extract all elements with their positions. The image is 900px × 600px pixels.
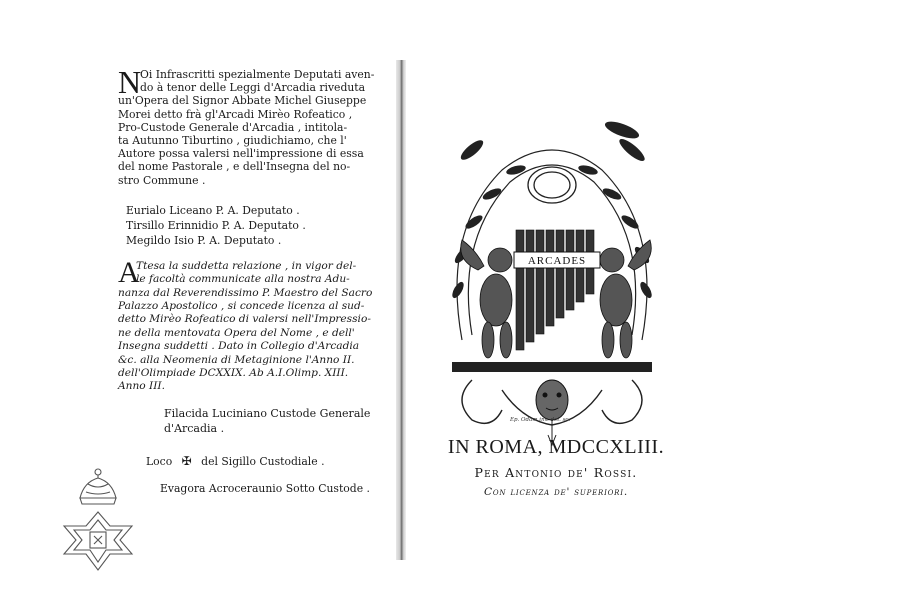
imprint-place-date: IN ROMA, MDCCXLIII.: [447, 436, 665, 458]
loco-label: Loco: [146, 454, 173, 468]
text-line: nanza dal Reverendissimo P. Maestro del Sacro: [118, 286, 373, 299]
imprint: [406, 436, 706, 498]
text-line: Morei detto frà gl'Arcadi Mirèo Rofeatico ,: [118, 107, 353, 121]
book-gutter: [396, 60, 406, 560]
text-line: &c. alla Neomenia di Metaginione l'Anno II.: [118, 353, 355, 366]
text-line: Autore possa valersi nell'impressione di essa: [118, 147, 364, 161]
custode-signature: [164, 406, 410, 436]
imprint-license: Con licenza de' superiori.: [484, 486, 628, 498]
text-line: Ttesa la suddetta relazione , in vigor del-: [136, 259, 357, 272]
text-line: stro Commune .: [118, 173, 206, 187]
custode-line: Filacida Luciniano Custode Generale: [164, 406, 371, 420]
text-line: un'Opera del Signor Abbate Michel Giuseppe: [118, 94, 367, 108]
text-line: del nome Pastorale , e dell'Insegna del no-: [118, 160, 351, 174]
text-line: do à tenor delle Leggi d'Arcadia riveduta: [140, 81, 366, 95]
imprint-printer: Per Antonio de' Rossi.: [474, 465, 638, 480]
custode-line: d'Arcadia .: [164, 421, 225, 435]
arcades-banner: ARCADES: [527, 255, 587, 267]
sotto-custode-signature: Evagora Acroceraunio Sotto Custode .: [160, 481, 370, 495]
text-line: ta Autunno Tiburtino , giudichiamo, che l': [118, 134, 347, 148]
signatory: Tirsillo Erinnidio P. A. Deputato .: [126, 218, 306, 232]
dropcap-a: A: [118, 255, 140, 289]
signatories-list: [126, 203, 410, 248]
custodial-seal-stamp-icon: [50, 460, 146, 584]
seal-location-line: [146, 454, 410, 468]
seal-label: del Sigillo Custodiale .: [201, 454, 325, 468]
text-line: dell'Olimpiade DCXXIX. Ab A.I.Olimp. XIII.: [118, 367, 349, 380]
text-line: Insegna suddetti . Dato in Collegio d'Arcadia: [118, 340, 360, 353]
arcades-emblem-engraving-icon: [432, 90, 672, 485]
dropcap-n: N: [118, 64, 142, 100]
text-line: ne della mentovata Opera del Nome , e dell': [118, 326, 355, 339]
signatory: Megildo Isio P. A. Deputato .: [126, 233, 282, 247]
engraver-credit: Ep. Odam inv. del. sc.: [510, 417, 571, 423]
license-paragraph: [118, 255, 410, 394]
text-line: detto Mirèo Rofeatico di valersi nell'Impressio-: [118, 313, 371, 326]
text-line: le facoltà communicate alla nostra Adu-: [136, 273, 350, 286]
signatory: Eurialo Liceano P. A. Deputato .: [126, 203, 300, 217]
text-line: Oi Infrascritti spezialmente Deputati aven-: [140, 68, 375, 81]
deputies-approval-paragraph: [118, 64, 410, 187]
text-line: Pro-Custode Generale d'Arcadia , intitola-: [118, 120, 348, 134]
text-line: Anno III.: [118, 380, 165, 393]
left-page-text: [118, 64, 410, 495]
text-line: Palazzo Apostolico , si concede licenza al sud-: [118, 300, 365, 313]
cross-icon: ✠: [181, 453, 192, 468]
